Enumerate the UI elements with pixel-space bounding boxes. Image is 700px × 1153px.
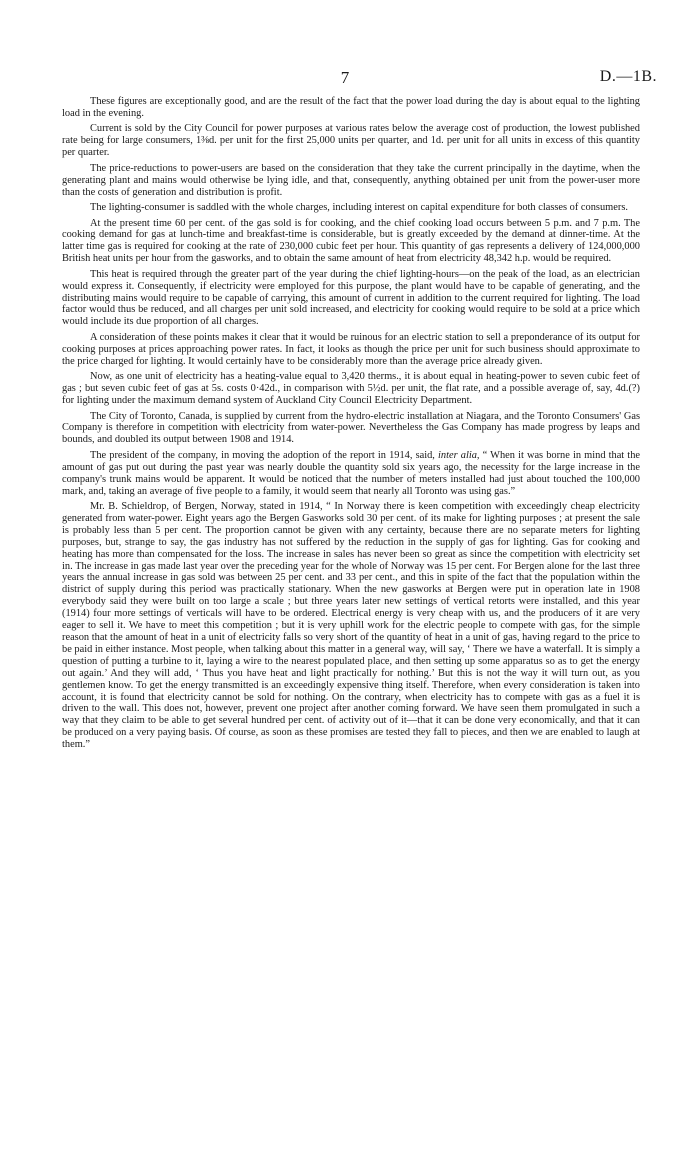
paragraph: The City of Toronto, Canada, is supplied by current from the hydro-electric installation at Niagara, and the Toronto Consumers' Gas Company is therefore in competition with electricity from water-power. Nevertheless the Gas Company has made progress by leaps and bounds, and doubled its output between 1908 and 1914. <box>62 410 640 446</box>
italic-phrase: inter alia, <box>438 449 480 461</box>
paragraph: A consideration of these points makes it clear that it would be ruinous for an electric station to sell a preponderance of its output for cooking purposes at prices approaching power rates. In fact, it looks as though the price per unit for such business should approximate to the price charged for lighting. It would certainly have to be considerably more than the average price already given. <box>62 331 640 367</box>
paragraph-schieldrop-quote: Mr. B. Schieldrop, of Bergen, Norway, stated in 1914, “ In Norway there is keen competition with exceedingly cheap electricity generated from water-power. Eight years ago the Bergen Gasworks sold 30 per cent. of its make for lighting purposes ; at present the sale is probably less than 5 per cent. The proportion cannot be given with any certainty, because there are no separate meters for lighting purposes, but, strange to say, the gas industry has not suffered by the reduction in the supply of gas for lighting. Gas for cooking and heating has more than compensated for the loss. The increase in sales has never been so great as since the competition with electricity set in. The increase in gas made last year over the preceding year for the whole of Norway was 15 per cent. For Bergen alone for the last three years the annual increase in gas sold was between 25 per cent. and 33 per cent., and this in spite of the fact that the population within the district of supply during this period was practically stationary. When the new gasworks at Bergen were put in operation late in 1908 everybody said they were built on too large a scale ; but three years later new settings of vertical retorts were installed, and this year (1914) four more settings of verticals will have to be ordered. Electrical energy is very cheap with us, and the producers of it are very eager to sell it. We have to meet this competition ; but it is very uphill work for the electric people to compete with gas, for the simple reason that the amount of heat in a unit of electricity falls so very short of the quantity of heat in a unit of gas, having regard to the price to be paid in either instance. Most people, when talking about this matter in a general way, will say, ‘ There we have a waterfall. It is simply a question of putting a turbine to it, laying a wire to the nearest populated place, and then setting up some apparatus so as to get the energy out again.’ And they will add, ‘ Thus you have heat and light practically for nothing.’ But this is not the way it will turn out, as you gentlemen know. To get the energy transmitted is an exceedingly expensive thing itself. Therefore, when every consideration is taken into account, it is found that electricity cannot be sold for nothing. On the contrary, when electricity has to compete with gas as a fuel it is driven to the wall. This does not, however, prevent one project after another coming forward. We have seen them promulgated in such a way that they claim to be able to get several hundred per cent. of activity out of it—that it can be done very economically, and that it can be produced on a very paying basis. Of course, as soon as these promises are tested they fall to pieces, and then we are enabled to laugh at them.” <box>62 501 640 751</box>
paragraph: Current is sold by the City Council for power purposes at various rates below the average cost of production, the lowest published rate being for large consumers, 1⅜d. per unit for the first 25,000 units per quarter, and 1d. per unit for all units in excess of this quantity per quarter. <box>62 123 640 159</box>
document-reference: D.—1B. <box>599 68 657 85</box>
paragraph: At the present time 60 per cent. of the gas sold is for cooking, and the chief cooking load occurs between 5 p.m. and 7 p.m. The cooking demand for gas at lunch-time and breakfast-time is considerable, but is greatly exceeded by the demand at dinner-time. At the latter time gas is required for cooking at the rate of 230,000 cubic feet per hour. This quantity of gas represents a delivery of 124,000,000 British heat units per hour from the gasworks, and to obtain the same amount of heat from electricity 48,342 h.p. would be required. <box>62 217 640 265</box>
paragraph: Now, as one unit of electricity has a heating-value equal to 3,420 therms., it is about equal in heating-power to seven cubic feet of gas ; but seven cubic feet of gas at 5s. costs 0·42d., in comparison with 5½d. per unit, the flat rate, and a possible average of, say, 4d.(?) for lighting under the maximum demand system of Auckland City Council Electricity Department. <box>62 371 640 406</box>
paragraph: This heat is required through the greater part of the year during the chief lighting-hours—on the peak of the load, as an electrician would express it. Consequently, if electricity were employed for this purpose, the plant would have to be capable of generating, and the distributing mains would require to be capable of carrying, this amount of current in addition to the current required for lighting. The load factor would thus be reduced, and all charges per unit sold increased, and electricity for cooking would require to be sold at a price which would include its due proportion of all charges. <box>62 268 640 328</box>
paragraph-text: The president of the company, in moving the adoption of the report in 1914, said, <box>90 449 439 461</box>
paragraph: The lighting-consumer is saddled with the whole charges, including interest on capital expenditure for both classes of consumers. <box>90 202 628 214</box>
paragraph: The price-reductions to power-users are based on the consideration that they take the current principally in the daytime, when the generating plant and mains would otherwise be lying idle, and that, consequently, anything obtained per unit from the power-user more than the costs of generation and distribution is profit. <box>62 162 640 198</box>
page-number: 7 <box>340 68 350 87</box>
paragraph-president-quote <box>62 450 640 498</box>
paragraph: These figures are exceptionally good, and are the result of the fact that the power load during the day is about equal to the lighting load in the evening. <box>62 96 640 119</box>
paragraph-text: “ When it was borne in mind that the amount of gas put out during the past year was nearly double the quantity sold six years ago, the necessity for the large increase in the company's trunk mains would be apparent. It would be noticed that the number of meters installed had just about touched the 100,000 mark, and, taking an average of five people to a family, it would seem that nearly all Toronto was using gas.” <box>62 449 640 497</box>
body-text <box>62 96 640 755</box>
